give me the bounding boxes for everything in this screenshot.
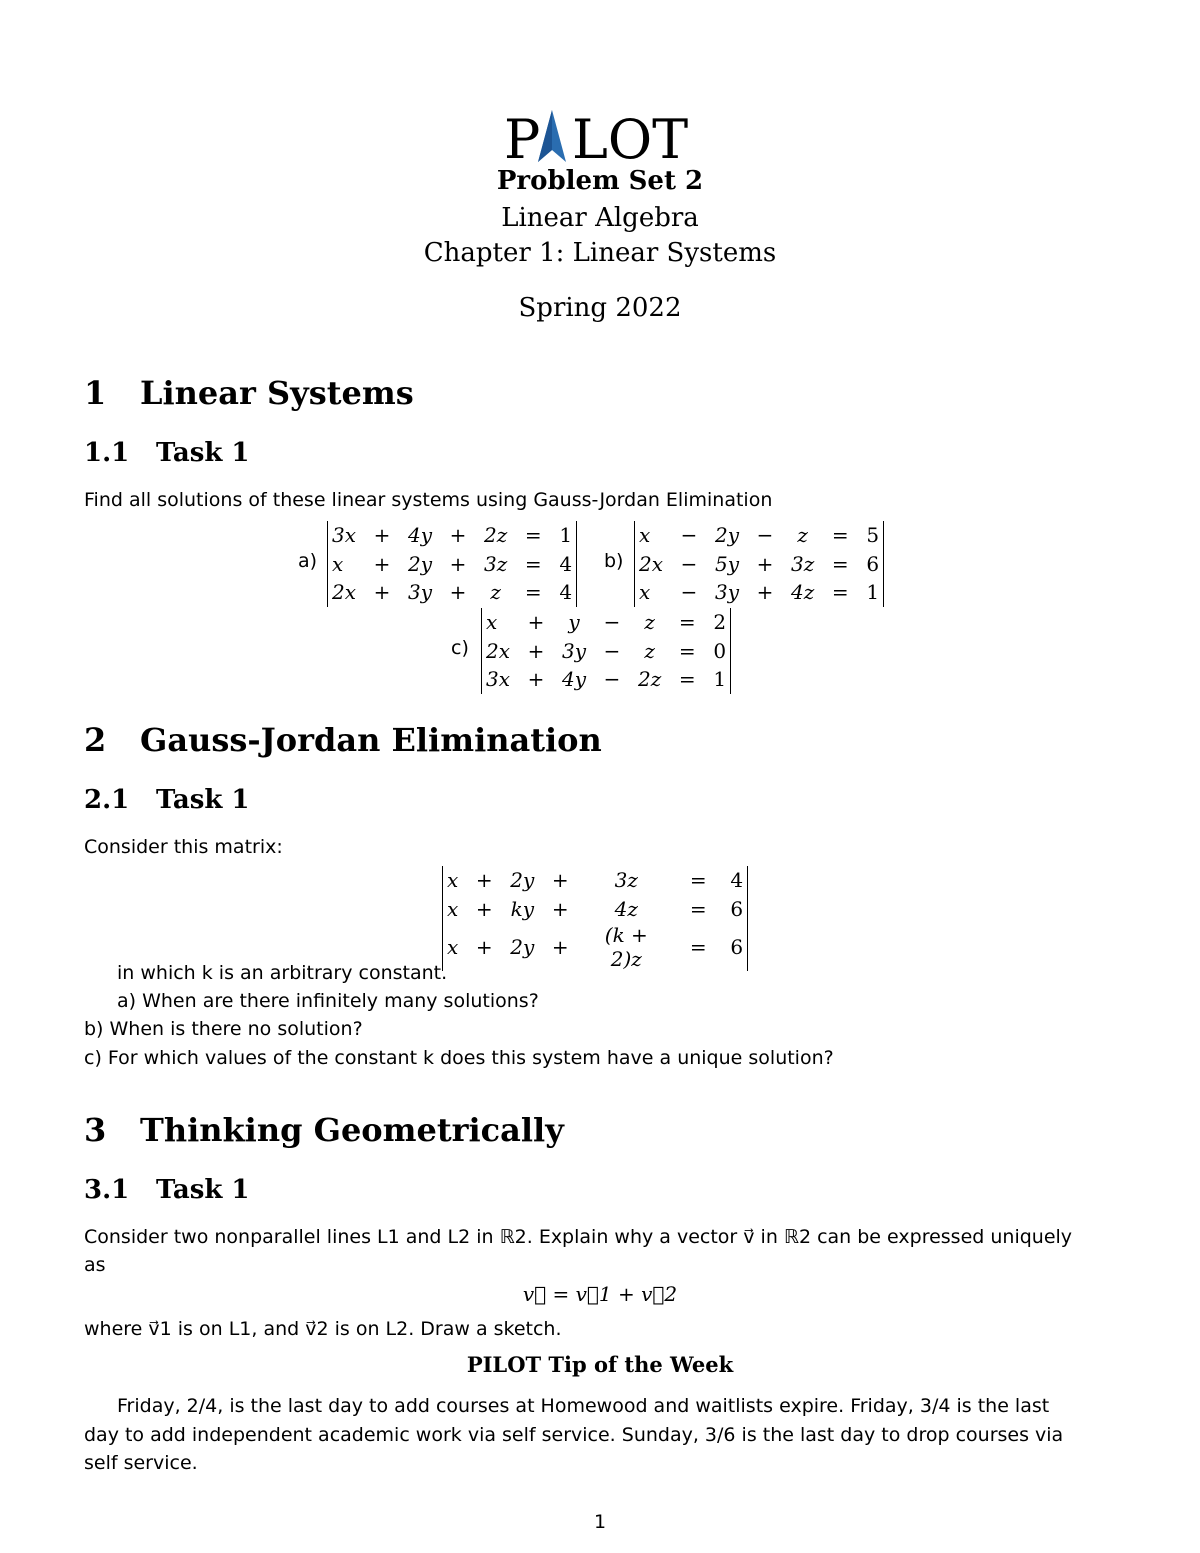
subsection-1-1-heading: 1.1 Task 1 [84, 438, 250, 468]
pilot-logo-icon [500, 108, 700, 168]
pilot-logo [500, 108, 700, 168]
svg-text:P: P [504, 108, 541, 168]
system-b [634, 521, 884, 607]
system-row: 2x − 5y + 3z = 6 [639, 551, 880, 576]
course-name: Linear Algebra [501, 203, 699, 233]
system-row: x − 3y + 4z = 1 [639, 580, 880, 605]
tip-title: PILOT Tip of the Week [466, 1352, 734, 1377]
system-a-label: a) [298, 550, 318, 572]
system-row: x + y − z = 2 [486, 610, 727, 635]
system-row: 2x + 3y − z = 0 [486, 638, 727, 663]
page-number: 1 [593, 1511, 607, 1533]
system-row: x + 2y + 3z = 4 [332, 551, 573, 576]
system-row: x + 2y + 3z = 4 [447, 868, 744, 893]
subsection-3-1-heading: 3.1 Task 1 [84, 1175, 250, 1205]
svg-text:LOT: LOT [572, 108, 689, 168]
system-c-label: c) [451, 637, 469, 659]
section-3-heading: 3 Thinking Geometrically [84, 1111, 564, 1149]
vector-equation: v⃗ = v⃗1 + v⃗2 [522, 1282, 678, 1306]
section-2-question-c: c) For which values of the constant k does this system have a unique solution? [84, 1047, 834, 1069]
section-1-heading: 1 Linear Systems [84, 374, 414, 412]
system-b-label: b) [604, 550, 624, 572]
section-2-question-b: b) When is there no solution? [84, 1018, 363, 1040]
tip-line-3: self service. [84, 1452, 198, 1474]
system-c [481, 608, 731, 694]
section-2-line-1: in which k is an arbitrary constant. [117, 962, 448, 984]
section-3-line-1: Consider two nonparallel lines L1 and L2 in ℝ2. Explain why a vector v⃗ in ℝ2 can be expressed uniquely [84, 1226, 1073, 1248]
section-2-question-a: a) When are there infinitely many solutions? [117, 990, 539, 1012]
section-2-prompt: Consider this matrix: [84, 836, 283, 858]
section-2-heading: 2 Gauss-Jordan Elimination [84, 721, 602, 759]
section-3-line-2: where v⃗1 is on L1, and v⃗2 is on L2. Draw a sketch. [84, 1318, 562, 1340]
matrix-system [442, 866, 748, 971]
section-3-line-1b: as [84, 1254, 106, 1276]
system-row: x − 2y − z = 5 [639, 523, 880, 548]
chapter-title: Chapter 1: Linear Systems [423, 238, 777, 268]
tip-line-1: Friday, 2/4, is the last day to add courses at Homewood and waitlists expire. Friday, 3/4 is the last [117, 1395, 1050, 1417]
system-row: x + 2y + (k + 2)z = 6 [447, 923, 744, 971]
system-row: 2x + 3y + z = 4 [332, 580, 573, 605]
term: Spring 2022 [518, 293, 682, 323]
system-row: 3x + 4y + 2z = 1 [332, 523, 573, 548]
system-a [327, 521, 577, 607]
system-row: x + ky + 4z = 6 [447, 896, 744, 921]
system-row: 3x + 4y − 2z = 1 [486, 667, 727, 692]
problem-set-title: Problem Set 2 [496, 166, 704, 196]
subsection-2-1-heading: 2.1 Task 1 [84, 785, 250, 815]
section-1-prompt: Find all solutions of these linear systems using Gauss-Jordan Elimination [84, 489, 773, 511]
tip-line-2: day to add independent academic work via self service. Sunday, 3/6 is the last day to drop courses via [84, 1424, 1064, 1446]
